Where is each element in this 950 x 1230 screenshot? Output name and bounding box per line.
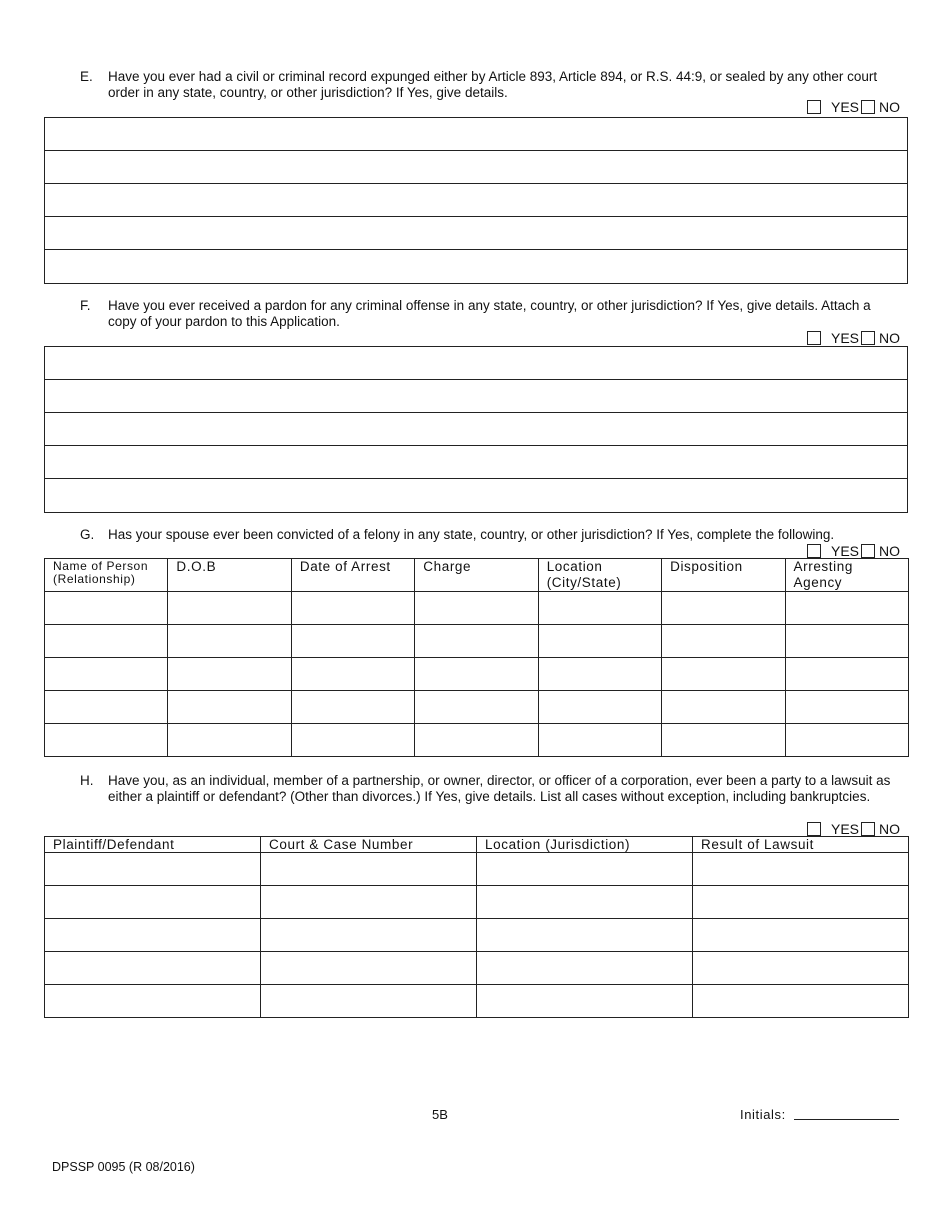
table-cell[interactable] — [785, 658, 908, 691]
details-line[interactable] — [45, 217, 907, 250]
question-f-letter: F. — [80, 298, 91, 313]
details-line[interactable] — [45, 118, 907, 151]
question-e-no-checkbox[interactable] — [861, 100, 875, 114]
table-cell[interactable] — [662, 724, 785, 757]
question-e-yes-no — [807, 99, 900, 115]
question-e-yes-checkbox[interactable] — [807, 100, 821, 114]
table-cell[interactable] — [168, 592, 291, 625]
table-cell[interactable] — [291, 658, 414, 691]
table-cell[interactable] — [415, 691, 538, 724]
column-header-location: Location (City/State) — [538, 559, 661, 592]
question-e-details-box — [44, 117, 908, 284]
column-header-arresting-agency: Arresting Agency — [785, 559, 908, 592]
table-cell[interactable] — [538, 625, 661, 658]
question-g-yes-label: YES — [830, 543, 859, 559]
question-f-text: Have you ever received a pardon for any criminal offense in any state, country, or other jurisdiction? If Yes, give details. Attach a copy of your pardon to this Application. — [108, 298, 871, 329]
column-header-plaintiff-defendant: Plaintiff/Defendant — [45, 837, 261, 853]
table-cell[interactable] — [45, 592, 168, 625]
question-g-text: Has your spouse ever been convicted of a felony in any state, country, or other jurisdiction? If Yes, complete the following. — [108, 527, 835, 542]
details-line[interactable] — [45, 413, 907, 446]
table-cell[interactable] — [662, 625, 785, 658]
table-cell[interactable] — [415, 658, 538, 691]
question-f-yes-checkbox[interactable] — [807, 331, 821, 345]
question-g-yes-checkbox[interactable] — [807, 544, 821, 558]
details-line[interactable] — [45, 479, 907, 512]
table-cell[interactable] — [45, 886, 261, 919]
table-cell[interactable] — [538, 658, 661, 691]
table-cell[interactable] — [785, 691, 908, 724]
details-line[interactable] — [45, 446, 907, 479]
table-cell[interactable] — [477, 853, 693, 886]
table-cell[interactable] — [45, 985, 261, 1018]
table-cell[interactable] — [261, 853, 477, 886]
question-g-yes-no — [807, 543, 900, 559]
table-cell[interactable] — [693, 853, 909, 886]
question-g-no-checkbox[interactable] — [861, 544, 875, 558]
table-cell[interactable] — [477, 919, 693, 952]
table-cell[interactable] — [415, 592, 538, 625]
details-line[interactable] — [45, 151, 907, 184]
question-f-details-box — [44, 346, 908, 513]
question-h-yes-label: YES — [830, 821, 859, 837]
table-header-row — [45, 559, 909, 592]
table-row — [45, 853, 909, 886]
question-g-no-label: NO — [879, 543, 900, 559]
table-cell[interactable] — [45, 853, 261, 886]
spouse-felony-table — [44, 558, 909, 757]
table-cell[interactable] — [693, 919, 909, 952]
table-cell[interactable] — [45, 691, 168, 724]
question-h-letter: H. — [80, 773, 94, 788]
table-cell[interactable] — [168, 724, 291, 757]
details-line[interactable] — [45, 250, 907, 283]
form-id: DPSSP 0095 (R 08/2016) — [52, 1160, 195, 1174]
question-f-yes-label: YES — [830, 330, 859, 346]
details-line[interactable] — [45, 184, 907, 217]
table-cell[interactable] — [168, 691, 291, 724]
initials-label: Initials: — [740, 1107, 786, 1122]
question-f-yes-no — [807, 330, 900, 346]
table-cell[interactable] — [291, 625, 414, 658]
column-header-result-of-lawsuit: Result of Lawsuit — [693, 837, 909, 853]
table-cell[interactable] — [477, 886, 693, 919]
table-cell[interactable] — [785, 724, 908, 757]
table-row — [45, 985, 909, 1018]
table-cell[interactable] — [45, 658, 168, 691]
table-cell[interactable] — [662, 691, 785, 724]
table-cell[interactable] — [662, 658, 785, 691]
table-cell[interactable] — [168, 625, 291, 658]
details-line[interactable] — [45, 347, 907, 380]
table-cell[interactable] — [415, 724, 538, 757]
table-cell[interactable] — [45, 625, 168, 658]
table-cell[interactable] — [291, 691, 414, 724]
table-cell[interactable] — [261, 952, 477, 985]
question-h-yes-checkbox[interactable] — [807, 822, 821, 836]
table-cell[interactable] — [785, 625, 908, 658]
table-cell[interactable] — [538, 592, 661, 625]
table-row — [45, 952, 909, 985]
table-cell[interactable] — [538, 691, 661, 724]
column-header-disposition: Disposition — [662, 559, 785, 592]
table-cell[interactable] — [477, 985, 693, 1018]
initials-field[interactable] — [794, 1119, 899, 1120]
question-h-yes-no — [807, 821, 900, 837]
table-cell[interactable] — [693, 985, 909, 1018]
question-h-text: Have you, as an individual, member of a partnership, or owner, director, or officer of a corporation, ever been a party to a lawsuit as either a plaintiff or defendant? (Other than divorces.) If Yes, give details. List all cases without exception, including bankruptcies. — [108, 773, 891, 804]
table-cell[interactable] — [785, 592, 908, 625]
question-h-no-label: NO — [879, 821, 900, 837]
question-e-yes-label: YES — [830, 99, 859, 115]
table-cell[interactable] — [477, 952, 693, 985]
table-cell[interactable] — [45, 919, 261, 952]
table-row — [45, 886, 909, 919]
lawsuit-table — [44, 836, 909, 1018]
table-cell[interactable] — [693, 952, 909, 985]
column-header-date-of-arrest: Date of Arrest — [291, 559, 414, 592]
table-row — [45, 658, 909, 691]
table-cell[interactable] — [291, 592, 414, 625]
table-cell[interactable] — [261, 985, 477, 1018]
table-header-row — [45, 837, 909, 853]
page-number: 5B — [432, 1107, 448, 1122]
table-cell[interactable] — [261, 886, 477, 919]
table-cell[interactable] — [693, 886, 909, 919]
column-header-location-jurisdiction: Location (Jurisdiction) — [477, 837, 693, 853]
details-line[interactable] — [45, 380, 907, 413]
table-cell[interactable] — [415, 625, 538, 658]
table-cell[interactable] — [291, 724, 414, 757]
table-cell[interactable] — [45, 952, 261, 985]
column-header-dob: D.O.B — [168, 559, 291, 592]
table-cell[interactable] — [168, 658, 291, 691]
question-e-text: Have you ever had a civil or criminal record expunged either by Article 893, Article 894, or R.S. 44:9, or sealed by any other court order in any state, country, or other jurisdiction? If Yes, give details. — [108, 69, 878, 100]
table-cell[interactable] — [45, 724, 168, 757]
table-row — [45, 691, 909, 724]
table-cell[interactable] — [261, 919, 477, 952]
question-h-no-checkbox[interactable] — [861, 822, 875, 836]
question-e-letter: E. — [80, 69, 93, 84]
table-row — [45, 724, 909, 757]
table-cell[interactable] — [538, 724, 661, 757]
column-header-court-case-number: Court & Case Number — [261, 837, 477, 853]
column-header-charge: Charge — [415, 559, 538, 592]
question-f-no-label: NO — [879, 330, 900, 346]
table-row — [45, 919, 909, 952]
question-f-no-checkbox[interactable] — [861, 331, 875, 345]
table-row — [45, 625, 909, 658]
question-g-letter: G. — [80, 527, 95, 542]
question-e-no-label: NO — [879, 99, 900, 115]
table-row — [45, 592, 909, 625]
column-header-name: Name of Person (Relationship) — [45, 559, 168, 592]
table-cell[interactable] — [662, 592, 785, 625]
